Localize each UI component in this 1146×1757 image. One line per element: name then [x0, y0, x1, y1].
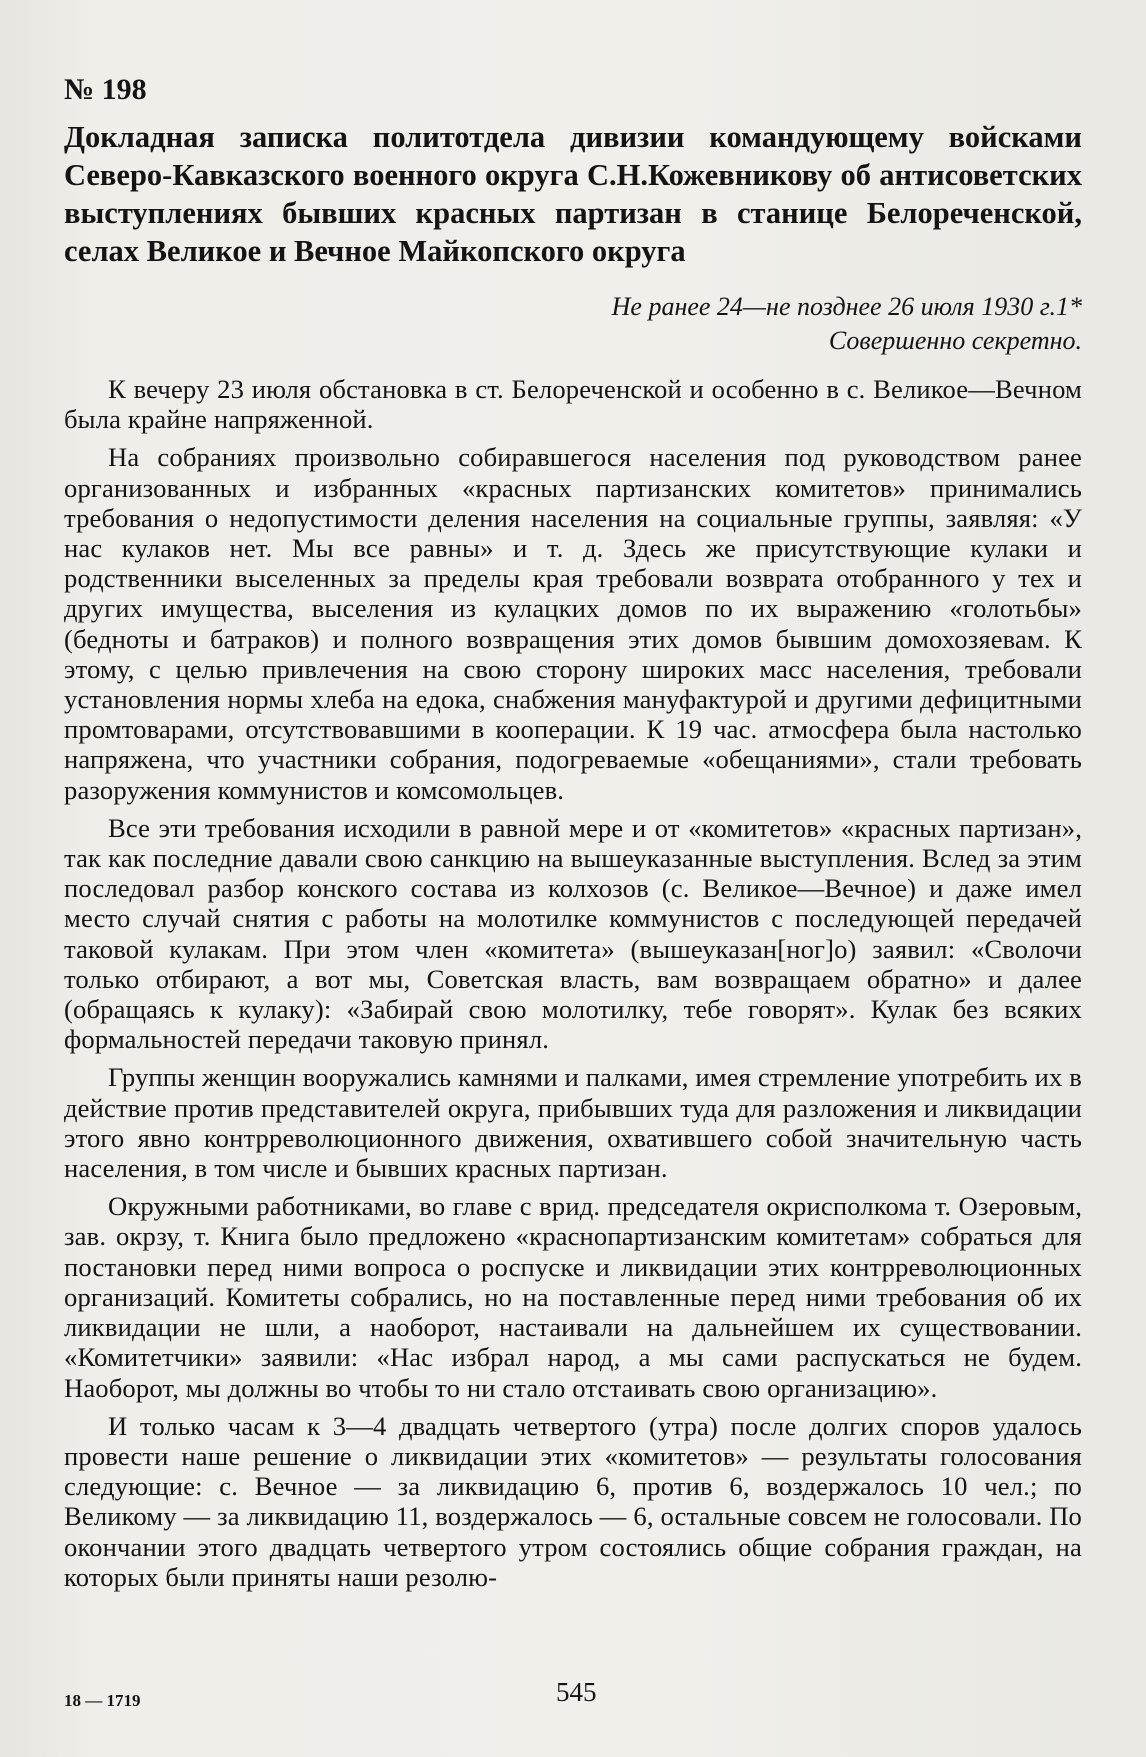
document-date: Не ранее 24—не позднее 26 июля 1930 г.1* — [611, 292, 1082, 321]
document-number: № 198 — [64, 73, 147, 106]
paragraph: К вечеру 23 июля обстановка в ст. Белореченской и особенно в с. Великое—Вечном была крайне напряженной. — [64, 374, 1082, 435]
paragraph: На собраниях произвольно собиравшегося населения под руководством ранее организованных и избранных «красных партизанских комитетов» принимались требования о недопустимости деления населения на социальные группы, заявляя: «У нас кулаков нет. Мы все равны» и т. д. Здесь же присутствующие кулаки и родственники выселенных за пределы края требовали возврата отобранного у тех и других имущества, выселения из кулацких домов по их выражению «голотьбы» (бедноты и батраков) и полного возвращения этих домов бывшим домохозяевам. К этому, с целью привлечения на свою сторону широких масс населения, требовали установления нормы хлеба на едока, снабжения мануфактурой и другими дефицитными промтоварами, отсутствовавшими в кооперации. К 19 час. атмосфера была настолько напряжена, что участники собрания, подогреваемые «обещаниями», стали требовать разоружения коммунистов и комсомольцев. — [64, 442, 1082, 805]
page-number: 545 — [556, 1677, 597, 1707]
paragraph: Все эти требования исходили в равной мере и от «комитетов» «красных партизан», так как последние давали свою санкцию на вышеуказанные выступления. Вслед за этим последовал разбор конского состава из колхозов (с. Великое—Вечное) и даже имел место случай снятия с работы на молотилке коммунистов с последующей передачей таковой кулакам. При этом член «комитета» (вышеуказан[ног]о) заявил: «Сволочи только отбирают, а вот мы, Советская власть, вам возвращаем обратно» и далее (обращаясь к кулаку): «Забирай свою молотилку, тебе говорят». Кулак без всяких формальностей передачи таковую принял. — [64, 812, 1082, 1055]
paragraph: Окружными работниками, во главе с врид. председателя окрисполкома т. Озеровым, зав. окрзу, т. Книга было предложено «краснопартизанским комитетам» собраться для постановки перед ними вопроса о роспуске и ликвидации этих контрреволюционных организаций. Комитеты собрались, но на поставленные перед ними требования об их ликвидации не шли, а наоборот, настаивали на дальнейшем их существовании. «Комитетчики» заявили: «Нас избрал народ, а мы сами распускаться не будем. Наоборот, мы должны во чтобы то ни стало отстаивать свою организацию». — [64, 1191, 1082, 1403]
document-title: Докладная записка политотдела дивизии командующему войсками Северо-Кавказского военного округа С.Н.Кожевникову об антисоветских выступлениях бывших красных партизан в станице Белореченской, селах Великое и Вечное Майкопского округа — [64, 120, 1082, 268]
text-column — [64, 70, 1082, 1600]
document-body — [64, 374, 1082, 1592]
paragraph: Группы женщин вооружались камнями и палками, имея стремление употребить их в действие против представителей округа, прибывших туда для разложения и ликвидации этого явно контрреволюционного движения, охватившего собой значительную часть населения, в том числе и бывших красных партизан. — [64, 1062, 1082, 1184]
classification-mark: Совершенно секретно. — [828, 326, 1082, 355]
printer-signature: 18 — 1719 — [64, 1691, 141, 1710]
paragraph: И только часам к 3—4 двадцать четвертого (утра) после долгих споров удалось провести наше решение о ликвидации этих «комитетов» — результаты голосования следующие: с. Вечное — за ликвидацию 6, против 6, воздержалось 10 чел.; по Великому — за ликвидацию 11, воздержалось — 6, остальные совсем не голосовали. По окончании этого двадцать четвертого утром состоялись общие собрания граждан, на которых были приняты наши резолю- — [64, 1410, 1082, 1592]
